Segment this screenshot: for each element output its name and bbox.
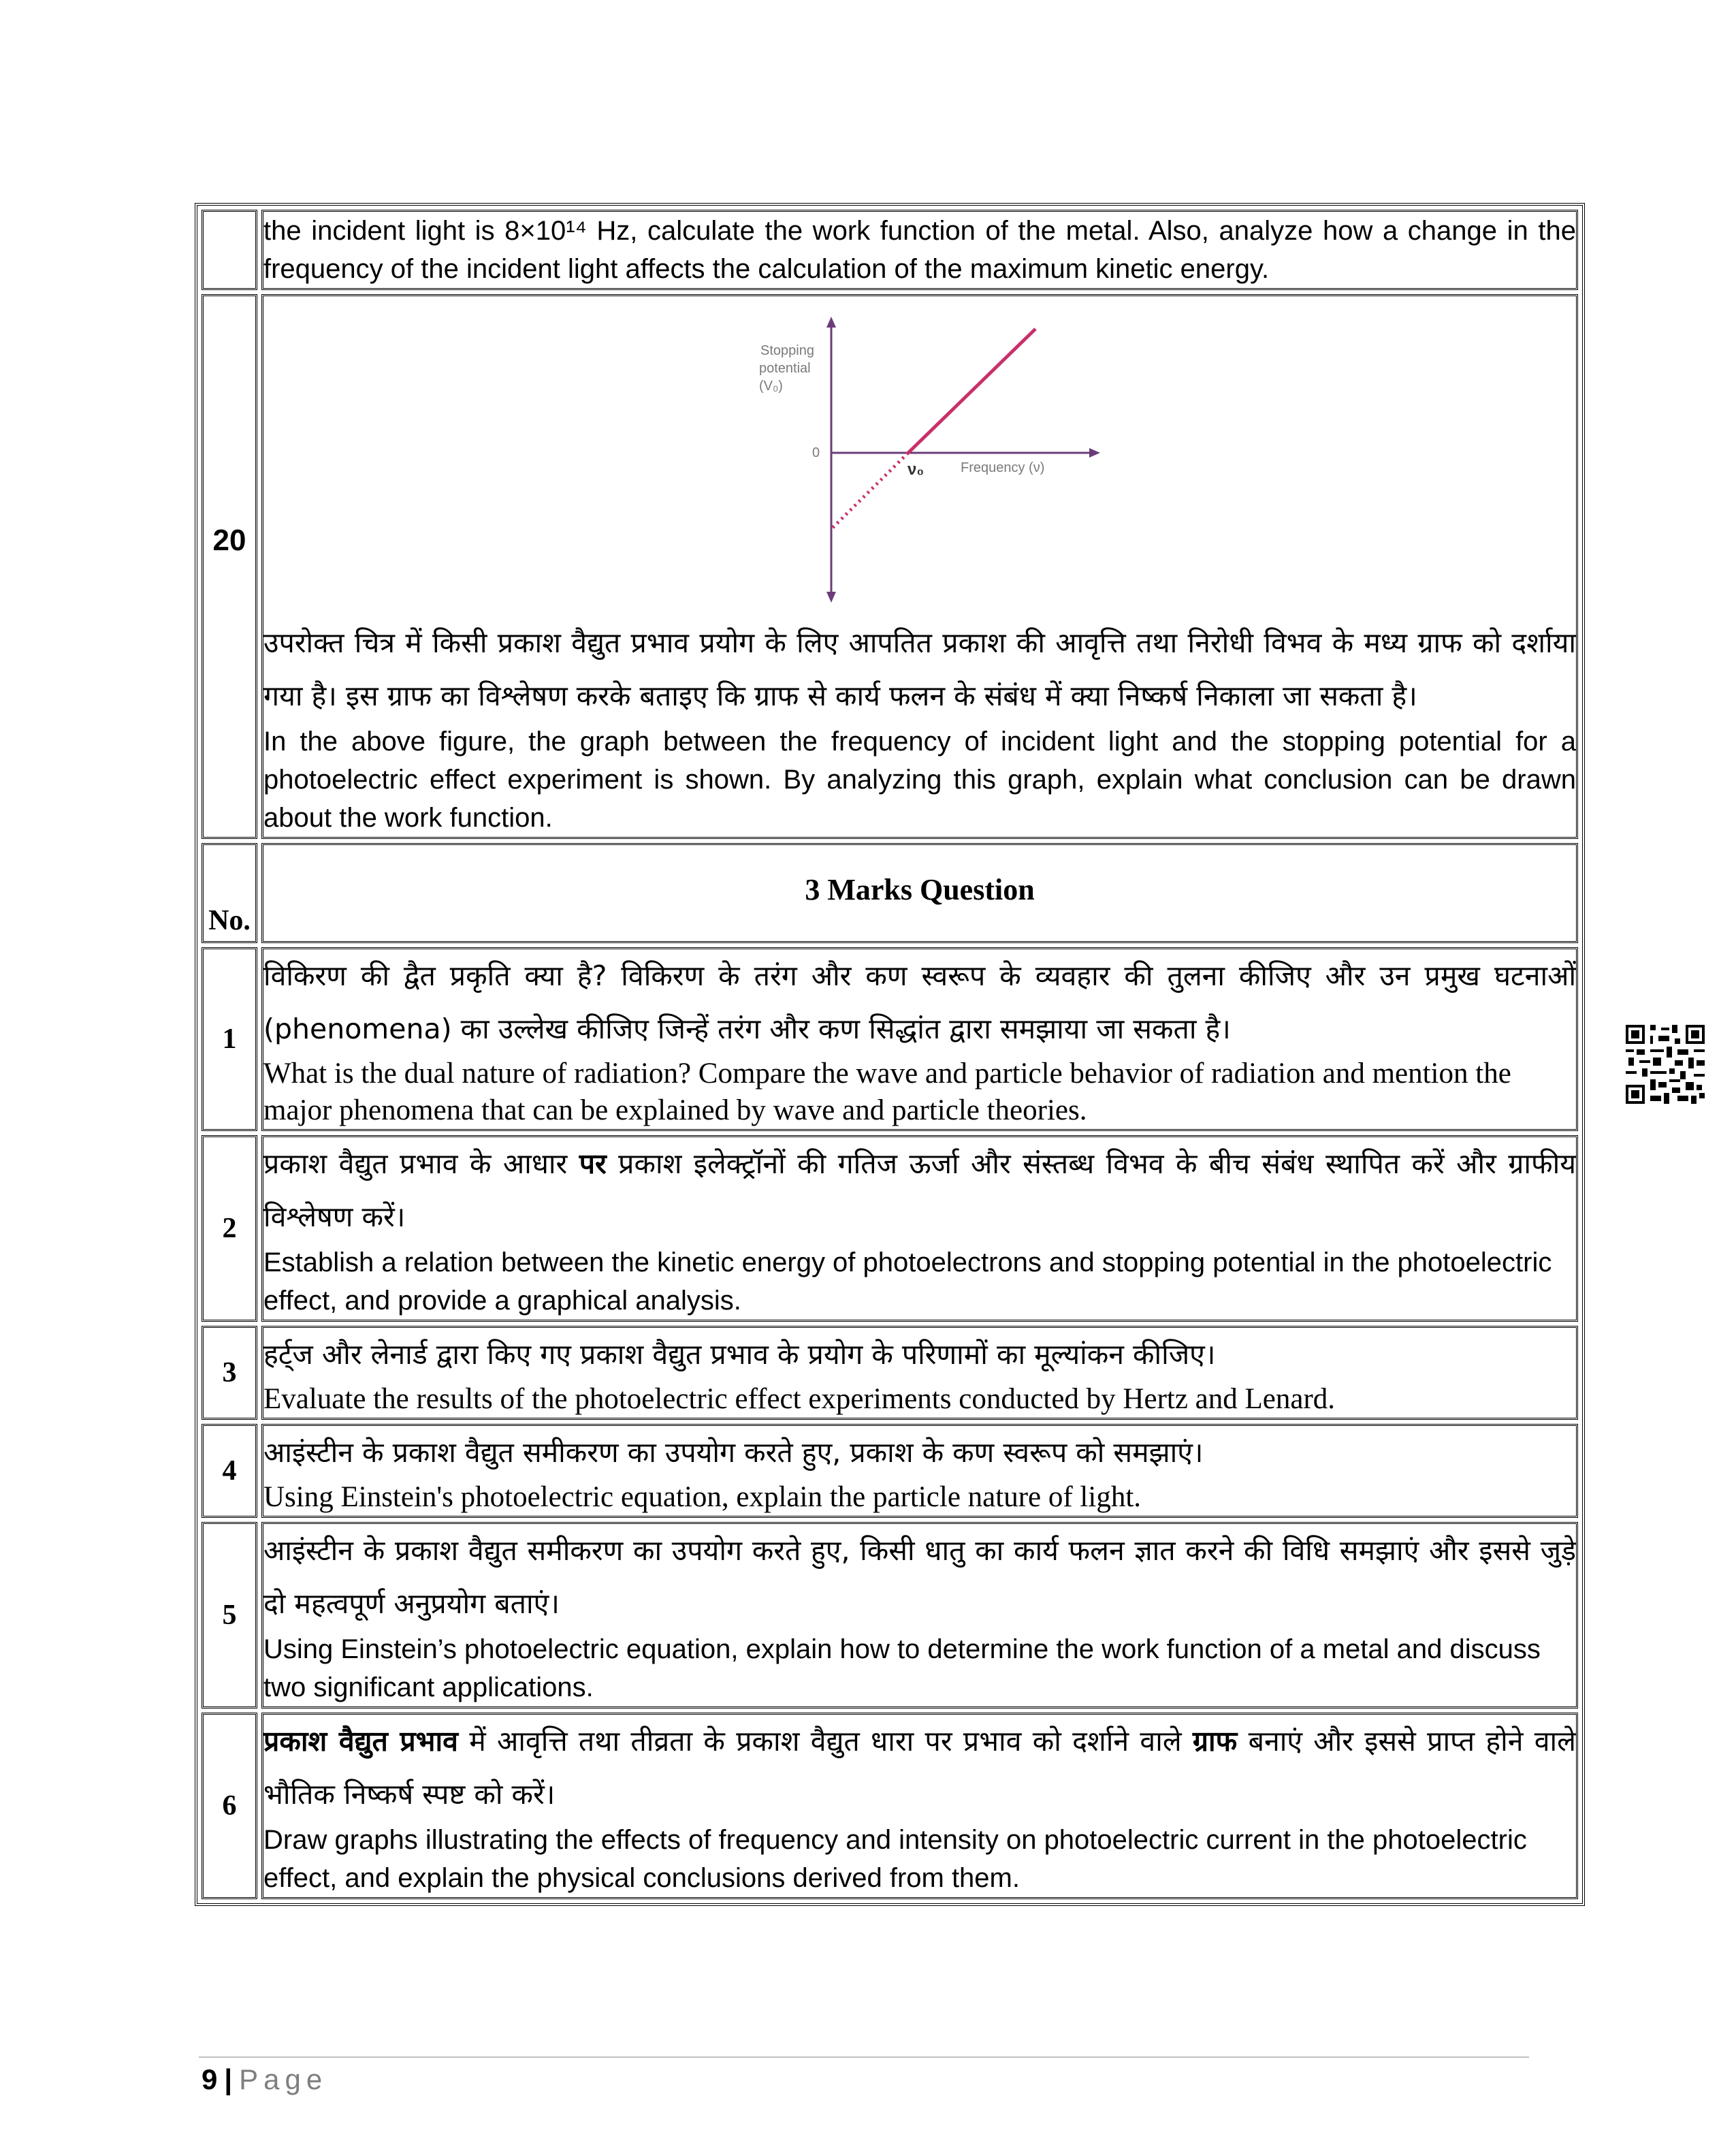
hindi-bold-text: प्रकाश वैद्युत प्रभाव xyxy=(263,1725,458,1758)
hindi-text: प्रकाश इलेक्ट्रॉनों की गतिज ऊर्जा और संस्तब्ध विभव के बीच संबंध स्थापित करें और ग्राफीय विश्लेषण करें। xyxy=(263,1147,1576,1233)
hindi-text: में आवृत्ति तथा तीव्रता के प्रकाश वैद्युत धारा पर प्रभाव को दर्शाने वाले xyxy=(469,1725,1182,1758)
question-cell xyxy=(261,1424,1578,1518)
question-hindi: हर्ट्ज और लेनार्ड द्वारा किए गए प्रकाश वैद्युत प्रभाव के प्रयोग के परिणामों का मूल्यांकन कीजिए। xyxy=(263,1338,1216,1371)
question-english: In the above figure, the graph between the frequency of incident light and the stopping potential for a photoelectric effect experiment is shown. By analyzing this graph, explain what conclusion can be drawn about the work function. xyxy=(263,727,1576,833)
stopping-potential-graph xyxy=(263,296,1576,616)
table-row xyxy=(202,1713,1578,1899)
threshold-label: ν₀ xyxy=(907,460,925,479)
page-word: Page xyxy=(239,2063,328,2095)
origin-label: 0 xyxy=(812,445,820,460)
table-row xyxy=(202,1522,1578,1709)
question-cell xyxy=(261,1713,1578,1899)
y-axis-label: (V₀) xyxy=(759,379,783,394)
table-row xyxy=(202,947,1578,1131)
question-english: Using Einstein’s photoelectric equation, explain how to determine the work function of a metal and discuss two significant applications. xyxy=(263,1634,1541,1702)
table-row xyxy=(202,294,1578,839)
question-english: Draw graphs illustrating the effects of frequency and intensity on photoelectric current in the photoelectric effect, and explain the physical conclusions derived from them. xyxy=(263,1825,1527,1893)
question-number xyxy=(202,210,257,290)
hindi-text: बनाएं और इससे प्राप्त होने वाले भौतिक निष्कर्ष स्पष्ट को करें। xyxy=(263,1725,1576,1811)
question-hindi: विकिरण की द्वैत प्रकृति क्या है? विकिरण के तरंग और कण स्वरूप के व्यवहार की तुलना कीजिए और उन प्रमुख घटनाओं (phenomena) का उल्लेख कीजिए जिन्हें तरंग और कण सिद्धांत द्वारा समझाया जा सकता है। xyxy=(263,959,1576,1045)
hindi-text: प्रकाश वैद्युत प्रभाव के आधार xyxy=(263,1147,568,1180)
question-hindi: आइंस्टीन के प्रकाश वैद्युत समीकरण का उपयोग करते हुए, किसी धातु का कार्य फलन ज्ञात करने की विधि समझाएं और इससे जुड़े दो महत्वपूर्ण अनुप्रयोग बताएं। xyxy=(263,1534,1576,1620)
question-english: What is the dual nature of radiation? Compare the wave and particle behavior of radiation and mention the major phenomena that can be explained by wave and particle theories. xyxy=(263,1058,1511,1126)
x-axis-label: Frequency (ν) xyxy=(961,460,1045,475)
qr-code-icon xyxy=(1626,1025,1705,1104)
page-footer xyxy=(202,2063,327,2096)
question-hindi: उपरोक्त चित्र में किसी प्रकाश वैद्युत प्रभाव प्रयोग के लिए आपतित प्रकाश की आवृत्ति तथा निरोधी विभव के मध्य ग्राफ को दर्शाया गया है। इस ग्राफ का विश्लेषण करके बताइए कि ग्राफ से कार्य फलन के संबंध में क्या निष्कर्ष निकाला जा सकता है। xyxy=(263,626,1576,712)
question-cell xyxy=(261,1326,1578,1420)
footer-separator: | xyxy=(224,2063,233,2095)
question-number: 1 xyxy=(202,947,257,1131)
question-english: Establish a relation between the kinetic energy of photoelectrons and stopping potential in the photoelectric effect, and provide a graphical analysis. xyxy=(263,1248,1552,1316)
y-axis-label: potential xyxy=(759,361,811,376)
hindi-bold-text: ग्राफ xyxy=(1192,1725,1238,1758)
y-axis-label: Stopping xyxy=(760,343,814,358)
y-axis-arrow-up xyxy=(826,317,836,328)
question-english: the incident light is 8×10¹⁴ Hz, calculate the work function of the metal. Also, analyze how a change in the frequency of the incident light affects the calculation of the maximum kinetic energy. xyxy=(263,216,1576,284)
footer-divider xyxy=(199,2056,1529,2058)
question-number: 5 xyxy=(202,1522,257,1709)
y-axis-arrow-down xyxy=(826,592,836,603)
question-cell xyxy=(261,294,1578,839)
number-column-header: No. xyxy=(202,843,257,943)
table-row xyxy=(202,1135,1578,1322)
table-row xyxy=(202,1326,1578,1420)
question-english: Using Einstein's photoelectric equation, explain the particle nature of light. xyxy=(263,1481,1142,1513)
question-cell xyxy=(261,210,1578,290)
table-row xyxy=(202,1424,1578,1518)
hindi-bold-text: पर xyxy=(579,1147,607,1180)
question-cell xyxy=(261,1522,1578,1709)
question-english: Evaluate the results of the photoelectric effect experiments conducted by Hertz and Lenard. xyxy=(263,1383,1336,1415)
question-cell xyxy=(261,947,1578,1131)
page-number: 9 xyxy=(202,2063,218,2095)
table-row xyxy=(202,210,1578,290)
stopping-potential-line xyxy=(908,329,1035,453)
question-table xyxy=(195,203,1585,1906)
question-hindi xyxy=(263,1137,1576,1243)
question-number: 6 xyxy=(202,1713,257,1899)
question-number: 2 xyxy=(202,1135,257,1322)
question-number: 20 xyxy=(202,294,257,839)
question-number: 4 xyxy=(202,1424,257,1518)
extrapolated-line xyxy=(833,453,908,528)
graph-svg xyxy=(736,317,1104,609)
table-header-row xyxy=(202,843,1578,943)
question-hindi xyxy=(263,1715,1576,1821)
question-hindi: आइंस्टीन के प्रकाश वैद्युत समीकरण का उपयोग करते हुए, प्रकाश के कण स्वरूप को समझाएं। xyxy=(263,1436,1204,1469)
question-number: 3 xyxy=(202,1326,257,1420)
section-title: 3 Marks Question xyxy=(805,873,1035,906)
section-title-cell xyxy=(261,843,1578,943)
x-axis-arrow xyxy=(1089,448,1100,458)
question-cell xyxy=(261,1135,1578,1322)
